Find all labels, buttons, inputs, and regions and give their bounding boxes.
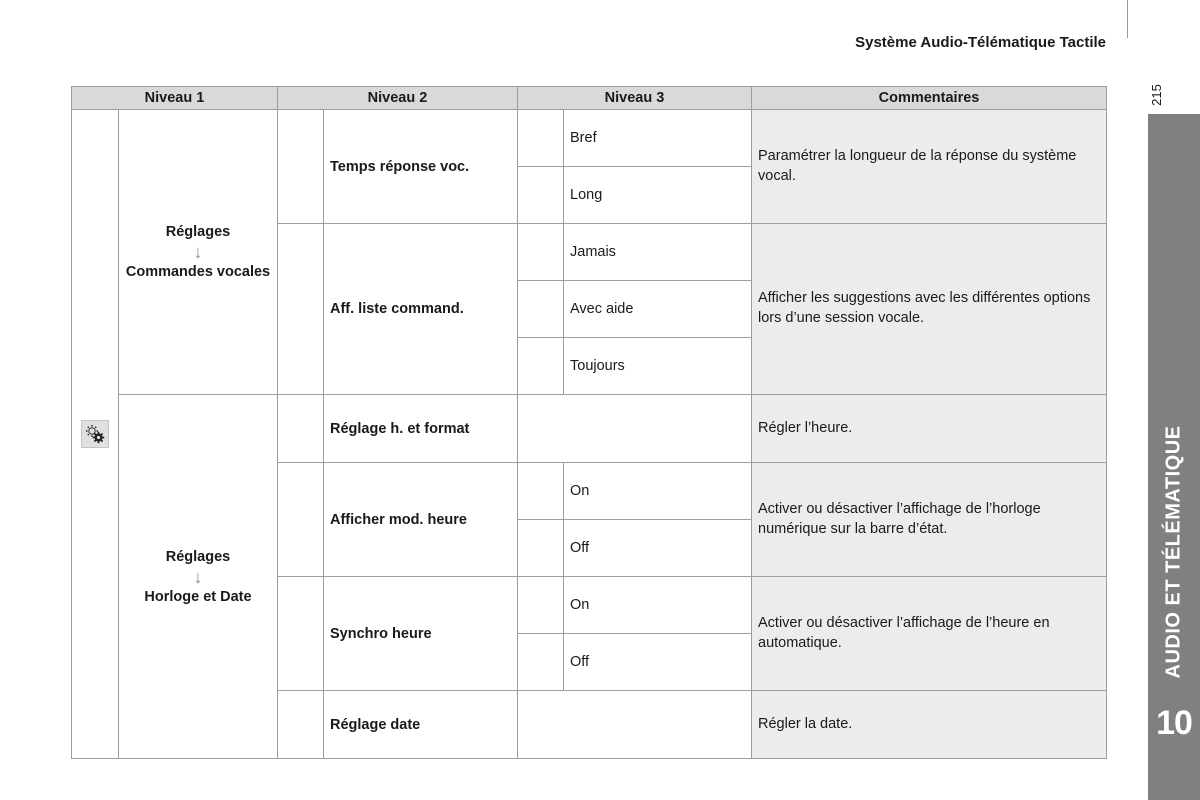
level3-icon-cell [518,577,564,634]
level2-temps-reponse-voc[interactable]: Temps réponse voc. [324,110,518,224]
page-number: 215 [1149,84,1164,106]
level3-option[interactable]: Jamais [564,224,752,281]
level3-option[interactable]: Long [564,167,752,224]
chapter-number: 10 [1156,704,1192,742]
level2-icon-cell [278,577,324,691]
level3-icon-cell [518,634,564,691]
level3-icon-cell [518,281,564,338]
level3-icon-cell [518,520,564,577]
header-niveau-3: Niveau 3 [518,87,752,110]
level2-synchro-heure[interactable]: Synchro heure [324,577,518,691]
level3-icon-cell [518,338,564,395]
document-title: Système Audio-Télématique Tactile [855,34,1106,51]
level2-icon-cell [278,691,324,759]
level2-icon-cell [278,395,324,463]
table-row [72,110,1107,167]
level3-option[interactable]: Bref [564,110,752,167]
level3-option[interactable]: Avec aide [564,281,752,338]
comment-cell: Régler l’heure. [752,395,1107,463]
comment-cell: Régler la date. [752,691,1107,759]
level3-icon-cell [518,110,564,167]
settings-icon-cell [72,110,119,759]
level1-sublabel: Horloge et Date [144,588,252,605]
level2-reglage-date[interactable]: Réglage date [324,691,518,759]
level1-label: Réglages [165,224,231,240]
level3-option[interactable]: Off [564,634,752,691]
level2-icon-cell [278,463,324,577]
level1-sublabel: Commandes vocales [125,264,271,280]
table-row [72,395,1107,463]
table-header-row [72,87,1107,110]
level3-icon-cell [518,224,564,281]
level1-label: Réglages [165,548,231,565]
level3-empty-cell [518,691,752,759]
comment-cell: Activer ou désactiver l’affichage de l’heure en automatique. [752,577,1107,691]
settings-menu-table [71,86,1107,759]
level3-icon-cell [518,463,564,520]
level3-icon-cell [518,167,564,224]
level2-icon-cell [278,224,324,395]
comment-cell: Activer ou désactiver l’affichage de l’horloge numérique sur la barre d’état. [752,463,1107,577]
level3-option[interactable]: On [564,577,752,634]
level3-option[interactable]: Toujours [564,338,752,395]
top-divider-line [1127,0,1128,38]
level3-option[interactable]: On [564,463,752,520]
comment-cell: Afficher les suggestions avec les différentes options lors d’une session vocale. [752,224,1107,395]
settings-gear-icon [81,420,109,448]
level2-aff-liste-command[interactable]: Aff. liste command. [324,224,518,395]
header-niveau-2: Niveau 2 [278,87,518,110]
arrow-down-icon: ↓ [193,242,203,262]
header-niveau-1: Niveau 1 [72,87,278,110]
comment-cell: Paramétrer la longueur de la réponse du système vocal. [752,110,1107,224]
level2-afficher-mod-heure[interactable]: Afficher mod. heure [324,463,518,577]
arrow-down-icon: ↓ [193,566,203,587]
header-commentaires: Commentaires [752,87,1107,110]
chapter-tab-label: AUDIO ET TÉLÉMATIQUE [1162,425,1185,679]
level1-horloge-et-date[interactable] [119,395,278,759]
level3-option[interactable]: Off [564,520,752,577]
level1-commandes-vocales[interactable] [119,110,278,395]
level2-reglage-h-et-format[interactable]: Réglage h. et format [324,395,518,463]
level2-icon-cell [278,110,324,224]
level3-empty-cell [518,395,752,463]
